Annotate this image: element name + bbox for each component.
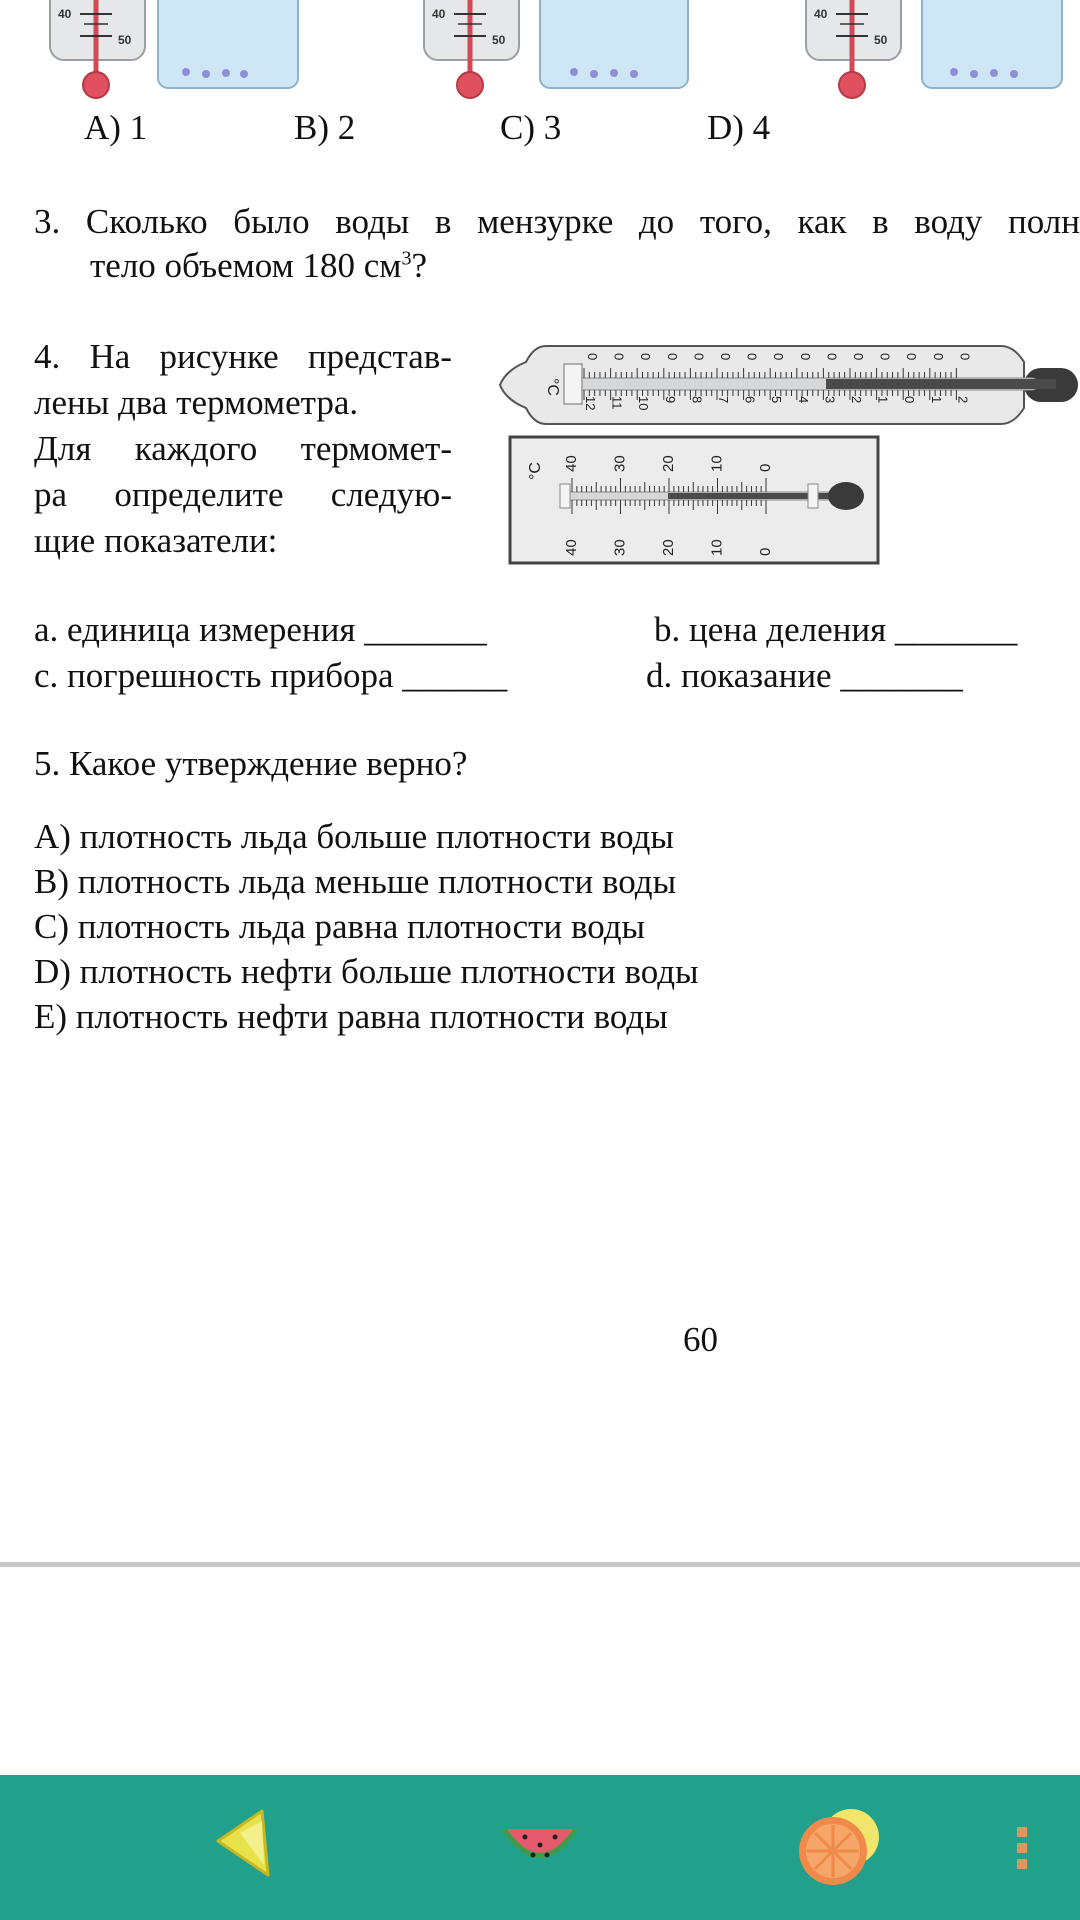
beaker-figures: [0, 0, 1080, 100]
q5-option-e: E) плотность нефти равна плотности воды: [34, 997, 668, 1036]
q5-question: 5. Какое утверждение верно?: [34, 744, 468, 783]
thermometer-2-bottom-label: 40: [563, 539, 580, 556]
thermometer-1-bottom-label: 2: [849, 396, 864, 404]
more-vert-icon[interactable]: [1015, 1827, 1029, 1877]
page-number: 60: [683, 1320, 718, 1359]
thermometer-2: [508, 434, 882, 566]
thermometer-1-top-label: 0: [877, 353, 893, 361]
thermometer-2-top-label: 0: [757, 463, 774, 472]
thermometer-2-top-label: 10: [708, 455, 726, 472]
thermometer-1-top-label: 0: [611, 353, 627, 361]
thermometer-1: [496, 338, 1080, 432]
thermometer-1-top-label: 0: [638, 353, 654, 361]
watermelon-icon[interactable]: [495, 1815, 585, 1871]
thermometer-2-top-label: 20: [660, 455, 677, 472]
svg-text:40: 40: [432, 7, 446, 21]
thermometer-1-bottom-label: 10: [636, 396, 652, 411]
thermometer-1-top-label: 0: [851, 353, 866, 361]
thermometer-1-bottom-label: 5: [769, 396, 785, 404]
thermometer-figure-3: [806, 0, 901, 98]
svg-text:40: 40: [58, 7, 72, 21]
q2-option-c: C) 3: [500, 108, 562, 147]
thermometer-2-bottom-label: 0: [757, 547, 774, 556]
thermometer-1-bottom-label: 12: [583, 396, 598, 411]
thermometer-1-top-label: 0: [585, 353, 600, 361]
svg-text:40: 40: [814, 7, 828, 21]
thermometer-1-bottom-label: 1: [928, 396, 944, 404]
bottom-nav-bar: [0, 1775, 1080, 1920]
q3-line-2: тело объемом 180 $см^3$?: [90, 246, 427, 285]
q2-option-a: A) 1: [84, 108, 148, 147]
svg-text:50: 50: [874, 33, 888, 47]
q4-line-2: лены два термометра.: [34, 383, 359, 422]
svg-text:50: 50: [118, 33, 132, 47]
thermometer-1-top-label: 0: [797, 353, 813, 361]
q4-text: [34, 335, 452, 565]
q4-line-4: ра определите следую-: [34, 475, 452, 514]
thermometer-1-bottom-label: 2: [955, 396, 971, 404]
thermometer-1-top-label: 0: [957, 353, 973, 361]
thermometer-2-bottom-label: 10: [708, 539, 726, 556]
q3-line-1: 3. Сколько было воды в мензурке до того, как в воду полн: [34, 202, 1080, 241]
thermometer-2-bottom-label: 20: [660, 539, 677, 556]
thermometer-1-top-label: 0: [664, 353, 680, 361]
thermometer-2-top-label: 30: [611, 455, 629, 472]
orange-lemon-icon[interactable]: [793, 1805, 889, 1891]
thermometer-1-bottom-label: 7: [716, 396, 731, 404]
thermometer-1-top-label: 0: [691, 353, 707, 361]
thermometer-1-bottom-label: 11: [609, 396, 625, 410]
q5-option-c: C) плотность льда равна плотности воды: [34, 907, 646, 946]
q5-option-b: B) плотность льда меньше плотности воды: [34, 862, 677, 901]
thermometer-1-bottom-label: 6: [742, 396, 758, 404]
svg-text:50: 50: [492, 33, 506, 47]
q4-line-5: щие показатели:: [34, 521, 278, 560]
q2-option-d: D) 4: [707, 108, 771, 147]
thermometer-1-bottom-label: 3: [822, 396, 838, 404]
svg-text:°C: °C: [527, 462, 544, 480]
field-d-reading: d. показание _______: [646, 656, 963, 695]
page-divider: [0, 1562, 1080, 1567]
thermometer-1-bottom-label: 4: [795, 396, 811, 404]
thermometer-figure-2: [424, 0, 519, 98]
q4-line-1: 4. На рисунке представ-: [34, 337, 452, 376]
thermometer-1-top-label: 0: [824, 353, 840, 361]
lemon-slice-icon[interactable]: [210, 1805, 280, 1885]
thermometer-1-top-label: 0: [718, 353, 733, 361]
thermometer-2-bottom-label: 30: [611, 539, 629, 556]
q5-option-d: D) плотность нефти больше плотности воды: [34, 952, 699, 991]
q5-options: [34, 815, 699, 1040]
thermometer-figure-1: [50, 0, 145, 98]
thermometer-1-top-label: 0: [771, 353, 787, 361]
thermometer-1-bottom-label: 1: [875, 396, 891, 404]
thermometer-1-bottom-label: 8: [689, 396, 705, 404]
thermometer-1-bottom-label: 9: [662, 396, 678, 404]
q2-option-b: B) 2: [294, 108, 356, 147]
thermometer-2-top-label: 40: [563, 455, 580, 472]
thermometer-1-bottom-label: 0: [902, 396, 918, 404]
thermometer-1-top-label: 0: [930, 353, 946, 361]
q5-option-a: A) плотность льда больше плотности воды: [34, 817, 674, 856]
q4-line-3: Для каждого термомет-: [34, 429, 452, 468]
thermometer-1-top-label: 0: [744, 353, 760, 361]
field-c-error: c. погрешность прибора ______: [34, 656, 508, 695]
thermometer-1-top-label: 0: [904, 353, 920, 361]
field-a-unit: a. единица измерения _______: [34, 610, 487, 649]
field-b-division: b. цена деления _______: [654, 610, 1018, 649]
svg-text:°C: °C: [544, 378, 561, 396]
